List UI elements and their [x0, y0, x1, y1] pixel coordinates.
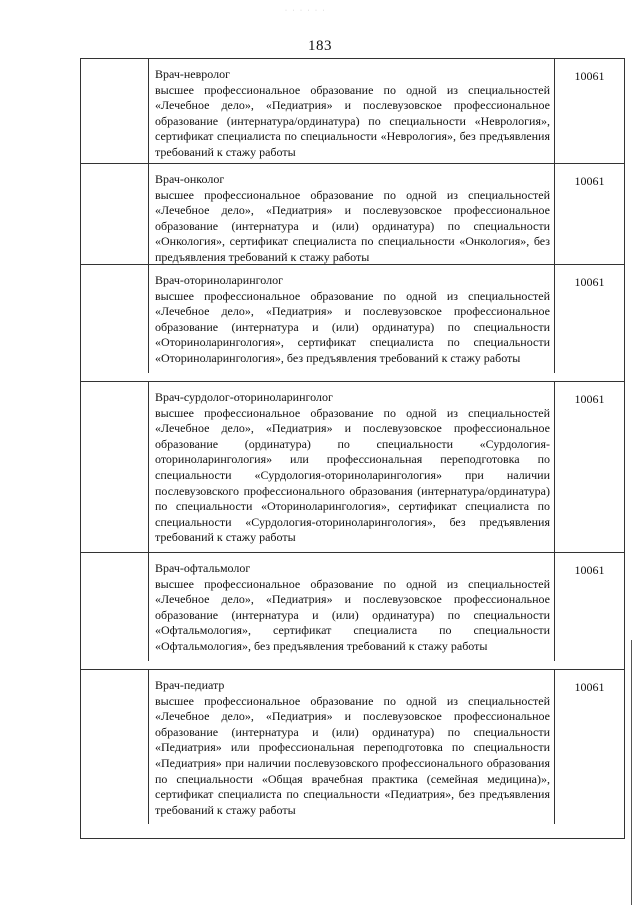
code-cell: 10061	[555, 265, 625, 381]
position-title: Врач-оториноларинголог	[155, 273, 284, 287]
page-number: 183	[308, 38, 332, 54]
position-title: Врач-педиатр	[155, 678, 225, 692]
position-requirements: высшее профессиональное образование по одной из специальностей «Лечебное дело», «Педиатрия» и послевузовское профессиональное образование (интернатура/ординатура) по специальности «Неврология», сертификат специалиста по специальности «Неврология», без предъявления требований к стажу работы	[155, 82, 550, 159]
group-cell	[80, 553, 149, 669]
code-cell: 10061	[555, 670, 625, 838]
position-cell	[148, 670, 555, 824]
table-row	[80, 381, 625, 552]
table-row	[80, 669, 625, 839]
table-row	[80, 163, 625, 264]
position-cell	[148, 164, 555, 272]
position-title: Врач-онколог	[155, 172, 225, 186]
position-cell	[148, 382, 555, 552]
scan-artifact: · · · · · ·	[285, 8, 327, 14]
position-requirements: высшее профессиональное образование по одной из специальностей «Лечебное дело», «Педиатрия» и послевузовское профессиональное образование (интернатура и (или) ординатура) по специальности «Педиатрия» или профессиональная переподготовка по специальности «Педиатрия» при наличии послевузовского профессионального образования по специальности «Общая врачебная практика (семейная медицина)», сертификат специалиста по специальности «Педиатрия», без предъявления требований к стажу работы	[155, 693, 550, 817]
group-cell	[80, 59, 149, 163]
position-cell	[148, 553, 555, 661]
table-row	[80, 552, 625, 669]
qualification-table	[80, 58, 625, 839]
table-row	[80, 58, 625, 163]
position-requirements: высшее профессиональное образование по одной из специальностей «Лечебное дело», «Педиатрия» и послевузовское профессиональное образование (ординатура) по специальности «Сурдология-оториноларингология» или профессиональная переподготовка по специальности «Сурдология-оториноларингология» при наличии послевузовского профессионального образования (интернатура/ординатура) по специальности «Оториноларингология», сертификат специалиста по специальности «Сурдология-оториноларингология», без предъявления требований к стажу работы	[155, 405, 550, 545]
scan-edge-line	[631, 640, 632, 905]
code-cell: 10061	[555, 164, 625, 264]
position-cell	[148, 265, 555, 373]
code-cell: 10061	[555, 59, 625, 163]
group-cell	[80, 382, 149, 552]
code-cell: 10061	[555, 553, 625, 669]
group-cell	[80, 164, 149, 264]
table-row	[80, 264, 625, 381]
group-cell	[80, 265, 149, 381]
position-requirements: высшее профессиональное образование по одной из специальностей «Лечебное дело», «Педиатрия» и послевузовское профессиональное образование (интернатура и (или) ординатура) по специальности «Оториноларингология», сертификат специалиста по специальности «Оториноларингология», без предъявления требований к стажу работы	[155, 288, 550, 365]
code-cell: 10061	[555, 382, 625, 552]
position-title: Врач-сурдолог-оториноларинголог	[155, 390, 333, 404]
position-requirements: высшее профессиональное образование по одной из специальностей «Лечебное дело», «Педиатрия» и послевузовское профессиональное образование (интернатура и (или) ординатура) по специальности «Офтальмология», сертификат специалиста по специальности «Офтальмология», без предъявления требований к стажу работы	[155, 576, 550, 653]
group-cell	[80, 670, 149, 838]
position-title: Врач-невролог	[155, 67, 231, 81]
position-title: Врач-офтальмолог	[155, 561, 251, 575]
position-cell	[148, 59, 555, 167]
position-requirements: высшее профессиональное образование по одной из специальностей «Лечебное дело», «Педиатрия» и послевузовское профессиональное образование (интернатура и (или) ординатура) по специальности «Онкология», сертификат специалиста по специальности «Онкология», без предъявления требований к стажу работы	[155, 187, 550, 264]
